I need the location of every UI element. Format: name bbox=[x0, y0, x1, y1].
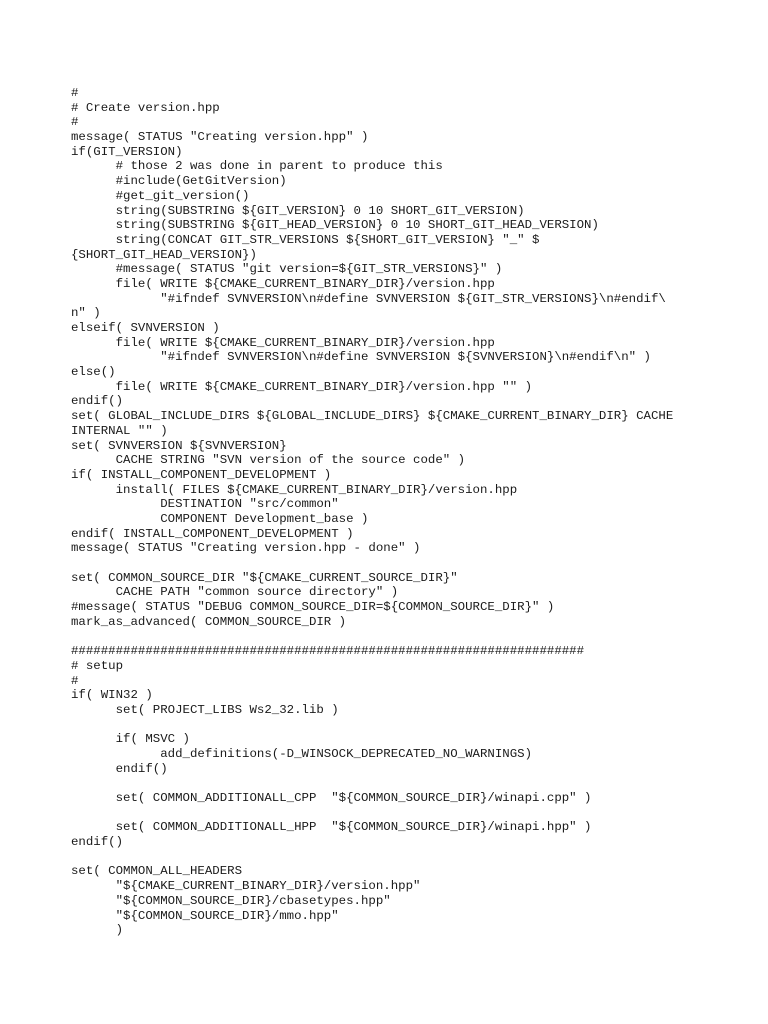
code-line: endif() bbox=[71, 394, 124, 409]
code-line: # bbox=[71, 115, 79, 130]
code-line: message( STATUS "Creating version.hpp" ) bbox=[71, 130, 369, 145]
code-line: #include(GetGitVersion) bbox=[71, 174, 287, 189]
code-line: if( MSVC ) bbox=[71, 732, 190, 747]
code-line: "${COMMON_SOURCE_DIR}/cbasetypes.hpp" bbox=[71, 893, 391, 908]
code-line: endif() bbox=[71, 761, 168, 776]
code-line: #get_git_version() bbox=[71, 188, 250, 203]
code-line bbox=[71, 629, 751, 644]
code-line: CACHE STRING "SVN version of the source code" ) bbox=[71, 453, 466, 468]
code-line: file( WRITE ${CMAKE_CURRENT_BINARY_DIR}/version.hpp bbox=[71, 335, 495, 350]
code-line: if(GIT_VERSION) bbox=[71, 144, 183, 159]
code-line: file( WRITE ${CMAKE_CURRENT_BINARY_DIR}/version.hpp bbox=[71, 276, 495, 291]
code-line: string(CONCAT GIT_STR_VERSIONS ${SHORT_GIT_VERSION} "_" $ bbox=[71, 232, 540, 247]
code-line bbox=[71, 776, 751, 791]
code-line: "${COMMON_SOURCE_DIR}/mmo.hpp" bbox=[71, 908, 339, 923]
code-line: string(SUBSTRING ${GIT_VERSION} 0 10 SHORT_GIT_VERSION) bbox=[71, 203, 525, 218]
code-line: endif() bbox=[71, 835, 124, 850]
code-line: install( FILES ${CMAKE_CURRENT_BINARY_DIR}/version.hpp bbox=[71, 482, 518, 497]
code-line: set( GLOBAL_INCLUDE_DIRS ${GLOBAL_INCLUDE_DIRS} ${CMAKE_CURRENT_BINARY_DIR} CACHE bbox=[71, 409, 674, 424]
code-line: file( WRITE ${CMAKE_CURRENT_BINARY_DIR}/version.hpp "" ) bbox=[71, 379, 533, 394]
code-line: # those 2 was done in parent to produce this bbox=[71, 159, 443, 174]
code-line: message( STATUS "Creating version.hpp - done" ) bbox=[71, 541, 421, 556]
code-line: ##################################################################### bbox=[71, 644, 585, 659]
code-line: CACHE PATH "common source directory" ) bbox=[71, 585, 399, 600]
code-line: add_definitions(-D_WINSOCK_DEPRECATED_NO_WARNINGS) bbox=[71, 746, 533, 761]
code-line: string(SUBSTRING ${GIT_HEAD_VERSION} 0 10 SHORT_GIT_HEAD_VERSION) bbox=[71, 218, 599, 233]
code-line: #message( STATUS "git version=${GIT_STR_VERSIONS}" ) bbox=[71, 262, 503, 277]
code-line bbox=[71, 718, 751, 733]
code-line: {SHORT_GIT_HEAD_VERSION}) bbox=[71, 247, 257, 262]
code-line bbox=[71, 556, 751, 571]
code-line: #message( STATUS "DEBUG COMMON_SOURCE_DIR=${COMMON_SOURCE_DIR}" ) bbox=[71, 600, 555, 615]
code-line: "${CMAKE_CURRENT_BINARY_DIR}/version.hpp" bbox=[71, 879, 421, 894]
code-line: if( INSTALL_COMPONENT_DEVELOPMENT ) bbox=[71, 467, 332, 482]
code-line: COMPONENT Development_base ) bbox=[71, 511, 369, 526]
code-line: # Create version.hpp bbox=[71, 100, 220, 115]
code-line: "#ifndef SVNVERSION\n#define SVNVERSION ${GIT_STR_VERSIONS}\n#endif\ bbox=[71, 291, 666, 306]
code-listing bbox=[71, 86, 751, 938]
code-line: "#ifndef SVNVERSION\n#define SVNVERSION ${SVNVERSION}\n#endif\n" ) bbox=[71, 350, 651, 365]
code-line bbox=[71, 806, 751, 821]
code-line: set( COMMON_SOURCE_DIR "${CMAKE_CURRENT_SOURCE_DIR}" bbox=[71, 570, 458, 585]
code-line: else() bbox=[71, 365, 116, 380]
code-line: if( WIN32 ) bbox=[71, 688, 153, 703]
code-line: endif( INSTALL_COMPONENT_DEVELOPMENT ) bbox=[71, 526, 354, 541]
code-line: ) bbox=[71, 923, 124, 938]
code-line: set( PROJECT_LIBS Ws2_32.lib ) bbox=[71, 702, 339, 717]
code-line: INTERNAL "" ) bbox=[71, 423, 168, 438]
code-line: elseif( SVNVERSION ) bbox=[71, 321, 220, 335]
code-line: DESTINATION "src/common" bbox=[71, 497, 339, 512]
code-line: set( SVNVERSION ${SVNVERSION} bbox=[71, 438, 287, 453]
code-line: # setup bbox=[71, 658, 124, 673]
code-line: n" ) bbox=[71, 306, 101, 321]
code-line bbox=[71, 850, 751, 865]
code-line: set( COMMON_ADDITIONALL_HPP "${COMMON_SOURCE_DIR}/winapi.hpp" ) bbox=[71, 820, 592, 835]
code-line: set( COMMON_ALL_HEADERS bbox=[71, 864, 243, 879]
code-line: # bbox=[71, 673, 79, 688]
code-line: # bbox=[71, 86, 79, 100]
code-line: set( COMMON_ADDITIONALL_CPP "${COMMON_SOURCE_DIR}/winapi.cpp" ) bbox=[71, 791, 592, 805]
code-line: mark_as_advanced( COMMON_SOURCE_DIR ) bbox=[71, 614, 347, 629]
